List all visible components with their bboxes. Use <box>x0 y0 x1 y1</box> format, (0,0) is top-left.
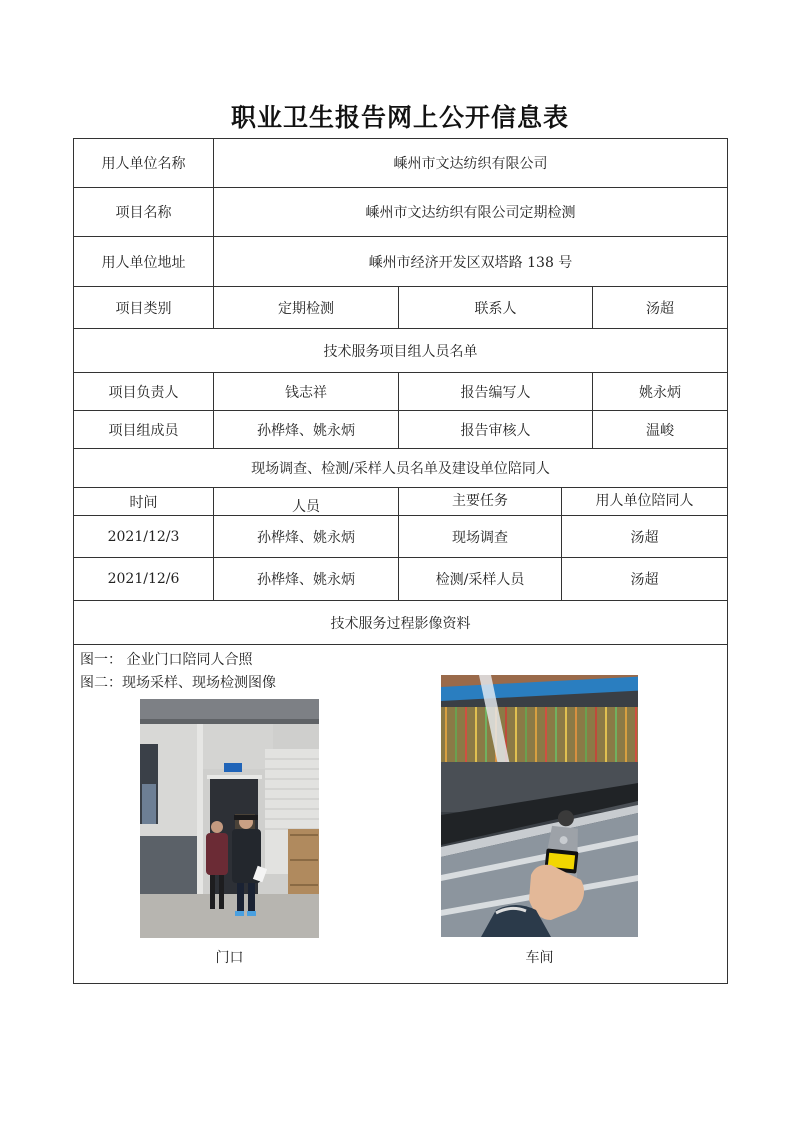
reviewer-label: 报告审核人 <box>398 411 592 448</box>
field-row <box>74 516 727 558</box>
field-task: 检测/采样人员 <box>398 558 561 600</box>
field-personnel: 孙桦烽、姚永炳 <box>213 516 398 557</box>
team-section-title: 技术服务项目组人员名单 <box>323 343 478 360</box>
field-date: 2021/12/6 <box>107 571 180 587</box>
media-section-title: 技术服务过程影像资料 <box>330 615 471 632</box>
project-type-value: 定期检测 <box>213 287 398 328</box>
project-name-value: 嵊州市文达纺织有限公司定期检测 <box>213 188 727 236</box>
field-table-header <box>74 488 727 516</box>
leader-value: 钱志祥 <box>213 373 398 410</box>
media-area <box>74 645 727 983</box>
workshop-photo-image <box>441 675 638 937</box>
contact-label: 联系人 <box>398 287 592 328</box>
members-label: 项目组成员 <box>108 422 179 439</box>
field-section-title: 现场调查、检测/采样人员名单及建设单位陪同人 <box>251 461 550 477</box>
field-date: 2021/12/3 <box>107 528 180 545</box>
page-title: 职业卫生报告网上公开信息表 <box>230 103 569 132</box>
field-row <box>74 558 727 601</box>
info-table <box>73 138 728 984</box>
leader-label: 项目负责人 <box>108 384 179 401</box>
row-project-name <box>74 188 727 237</box>
field-task: 现场调查 <box>398 516 561 557</box>
writer-value: 姚永炳 <box>592 373 727 410</box>
contact-value: 汤超 <box>592 287 727 328</box>
header-time: 时间 <box>129 494 158 511</box>
entrance-photo <box>140 699 319 938</box>
header-task: 主要任务 <box>398 488 561 515</box>
project-name-label: 项目名称 <box>115 205 172 221</box>
row-leader <box>74 373 727 411</box>
project-type-label: 项目类别 <box>115 300 172 317</box>
header-accompany: 用人单位陪同人 <box>561 488 727 515</box>
members-value: 孙桦烽、姚永炳 <box>213 411 398 448</box>
employer-address-value: 嵊州市经济开发区双塔路 138 号 <box>213 237 727 286</box>
figure1-caption: 图一： 企业门口陪同人合照 <box>80 652 253 668</box>
field-accompany: 汤超 <box>561 558 727 600</box>
workshop-photo <box>441 675 638 937</box>
media-section-header <box>74 601 727 645</box>
row-members <box>74 411 727 449</box>
field-section-header <box>74 449 727 488</box>
entrance-photo-image <box>140 699 319 938</box>
reviewer-value: 温峻 <box>592 411 727 448</box>
row-employer-name <box>74 139 727 188</box>
workshop-photo-label: 车间 <box>525 950 554 966</box>
team-section-header <box>74 329 727 373</box>
employer-address-label: 用人单位地址 <box>101 254 186 271</box>
header-personnel: 人员 <box>213 488 398 515</box>
row-employer-address <box>74 237 727 287</box>
field-personnel: 孙桦烽、姚永炳 <box>213 558 398 600</box>
figure2-caption: 图二：现场采样、现场检测图像 <box>80 675 276 691</box>
writer-label: 报告编写人 <box>398 373 592 410</box>
employer-name-value: 嵊州市文达纺织有限公司 <box>213 139 727 187</box>
row-project-type <box>74 287 727 329</box>
field-accompany: 汤超 <box>561 516 727 557</box>
employer-name-label: 用人单位名称 <box>101 156 186 172</box>
entrance-photo-label: 门口 <box>215 950 244 966</box>
